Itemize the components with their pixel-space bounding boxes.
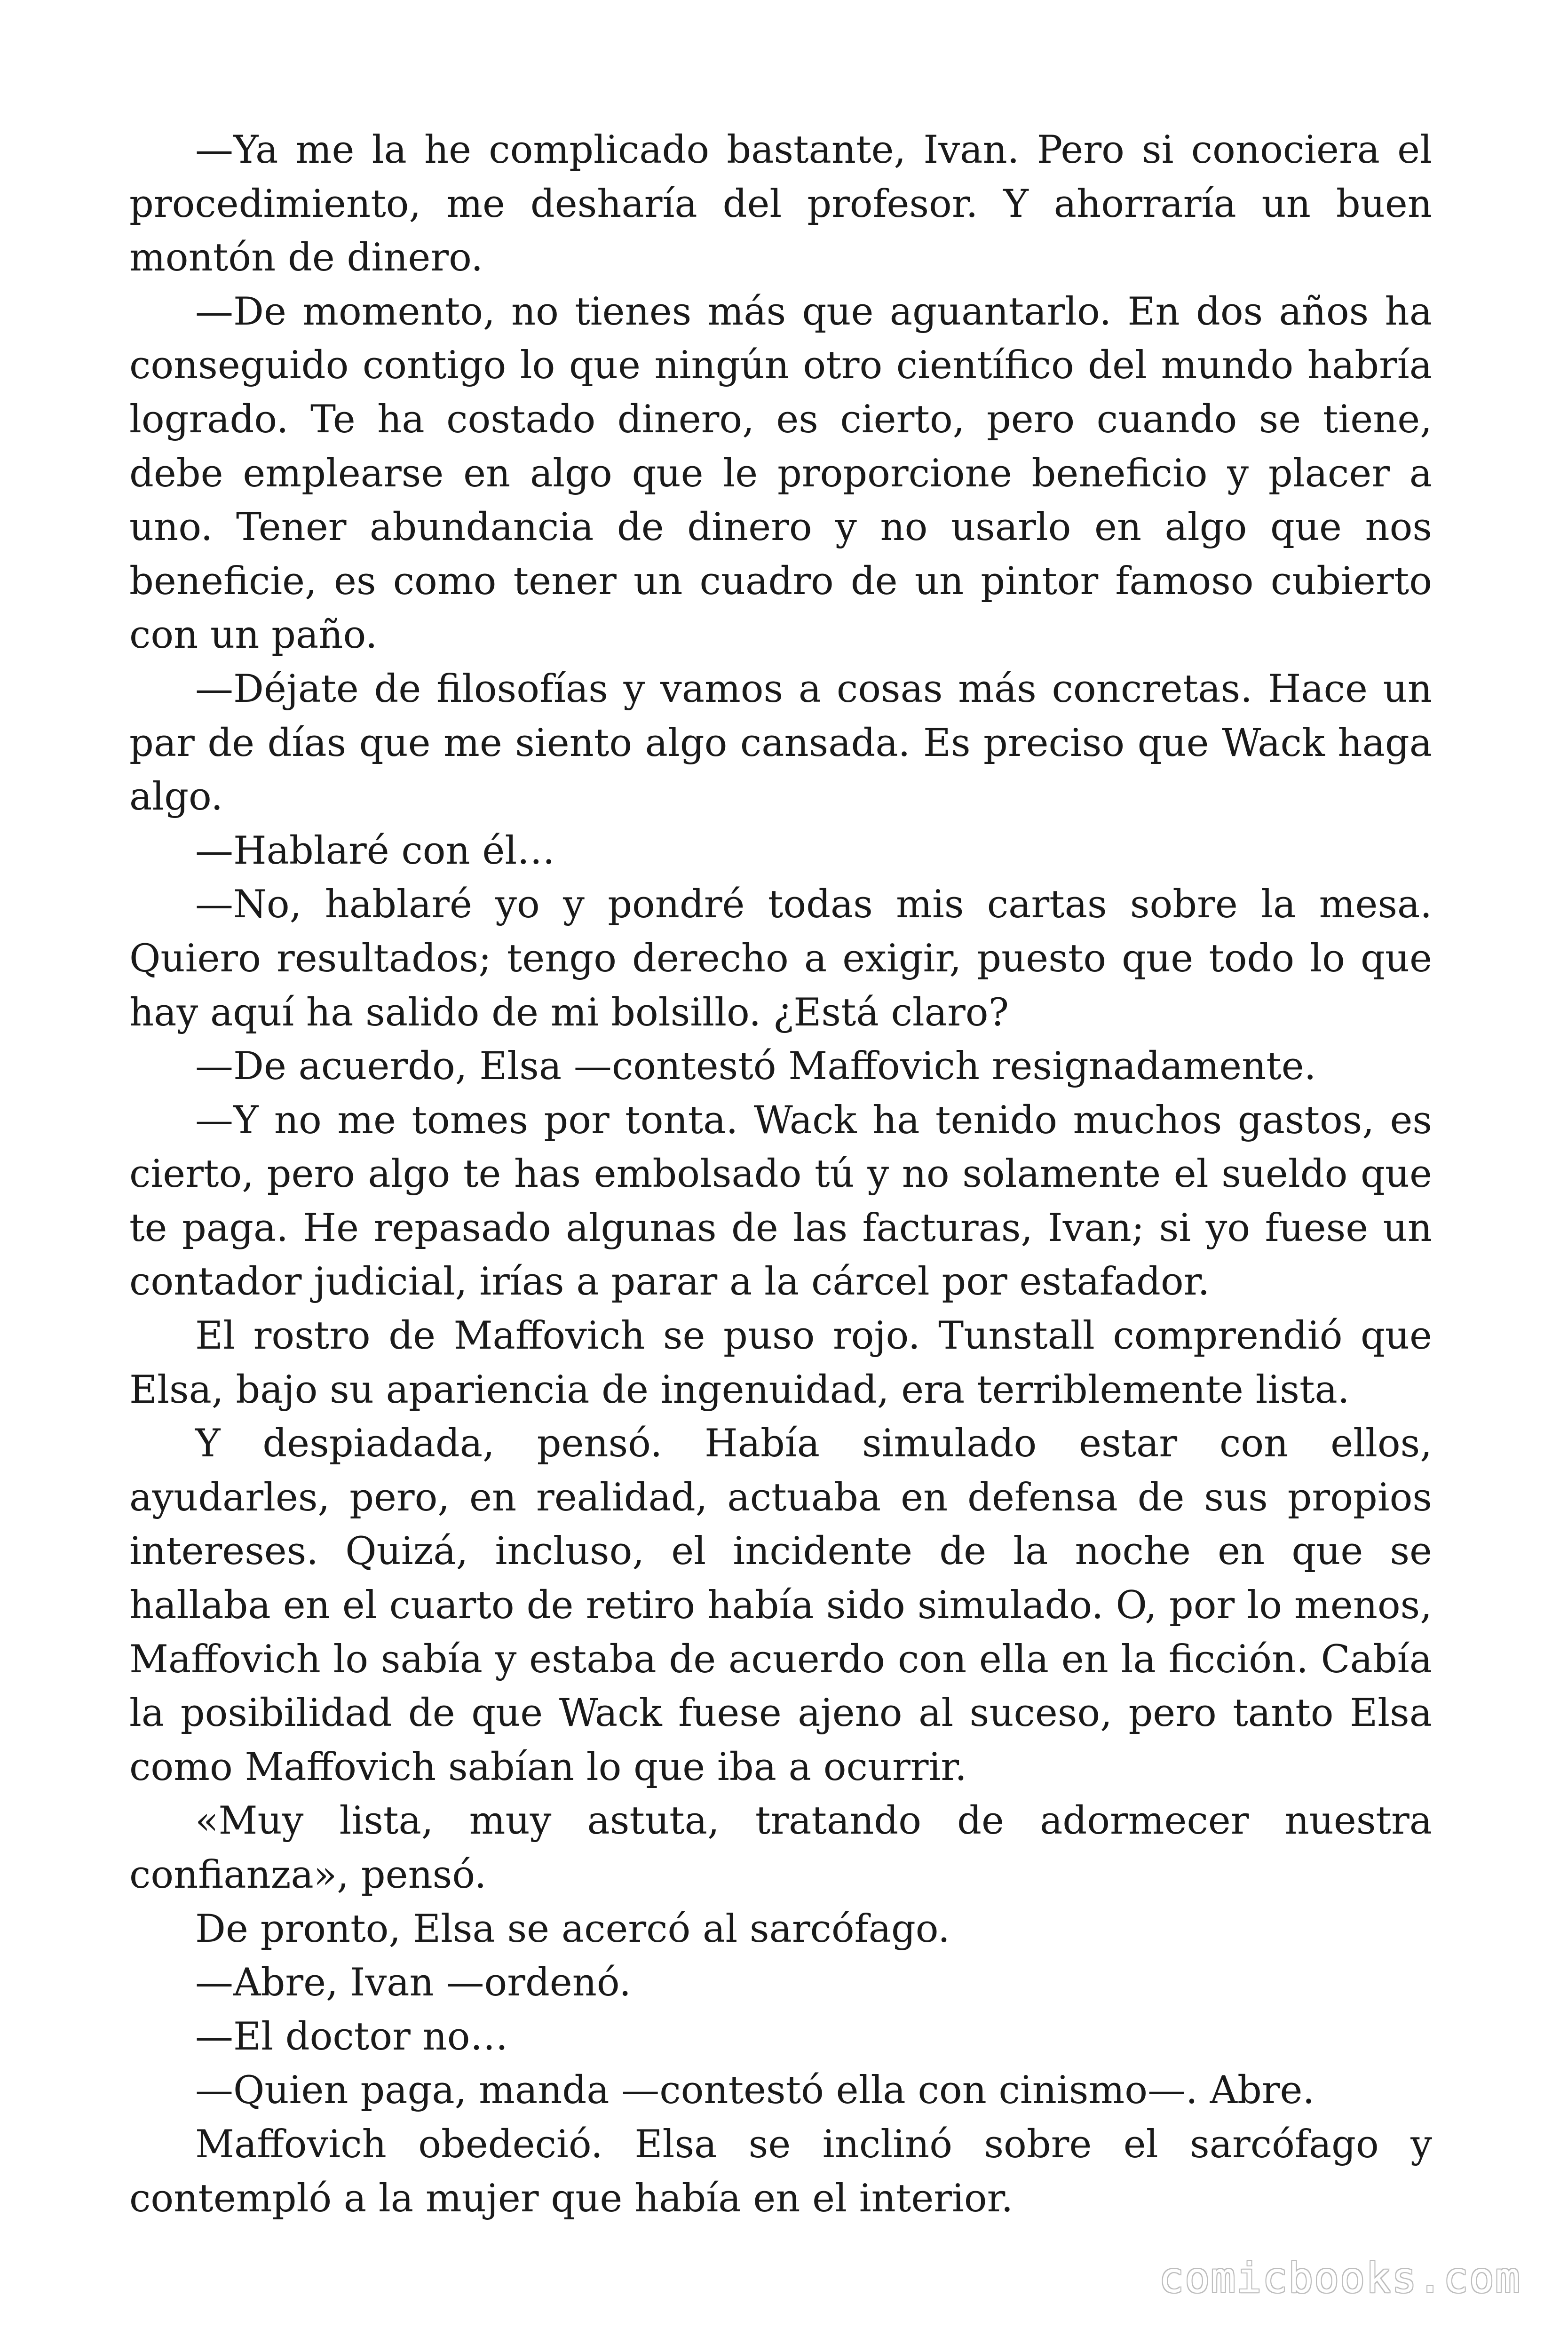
paragraph: —El doctor no… bbox=[195, 2014, 508, 2059]
paragraph: —Ya me la he complicado bastante, Ivan. Pero si conociera el procedimiento, me desharía del profesor. Y ahorraría un buen montón de dinero. bbox=[129, 128, 1432, 280]
paragraph: —Hablaré con él… bbox=[195, 828, 555, 873]
paragraph: «Muy lista, muy astuta, tratando de adormecer nuestra confianza», pensó. bbox=[129, 1799, 1432, 1897]
paragraph: —De momento, no tienes más que aguantarlo. En dos años ha conseguido contigo lo que ningún otro científico del mundo habría logrado. Te ha costado dinero, es cierto, pero cuando se tiene, debe emplearse en algo que le proporcione beneficio y placer a uno. Tener abundancia de dinero y no usarlo en algo que nos beneficie, es como tener un cuadro de un pintor famoso cubierto con un paño. bbox=[129, 289, 1432, 658]
paragraph: —De acuerdo, Elsa —contestó Maffovich resignadamente. bbox=[195, 1044, 1316, 1089]
paragraph: Y despiadada, pensó. Había simulado estar con ellos, ayudarles, pero, en realidad, actuaba en defensa de sus propios intereses. Quizá, incluso, el incidente de la noche en que se hallaba en el cuarto de retiro había sido simulado. O, por lo menos, Maffovich lo sabía y estaba de acuerdo con ella en la ficción. Cabía la posibilidad de que Wack fuese ajeno al suceso, pero tanto Elsa como Maffovich sabían lo que iba a ocurrir. bbox=[129, 1422, 1432, 1789]
paragraph: —Abre, Ivan —ordenó. bbox=[195, 1961, 631, 2005]
paragraph: —No, hablaré yo y pondré todas mis cartas sobre la mesa. Quiero resultados; tengo derecho a exigir, puesto que todo lo que hay aquí ha salido de mi bolsillo. ¿Está claro? bbox=[129, 882, 1432, 1035]
paragraph: —Quien paga, manda —contestó ella con cinismo—. Abre. bbox=[195, 2068, 1315, 2113]
paragraph: Maffovich obedeció. Elsa se inclinó sobre el sarcófago y contempló a la mujer que había en el interior. bbox=[129, 2122, 1432, 2221]
paragraph: —Déjate de filosofías y vamos a cosas más concretas. Hace un par de días que me siento algo cansada. Es preciso que Wack haga algo. bbox=[129, 667, 1432, 819]
paragraph: El rostro de Maffovich se puso rojo. Tunstall comprendió que Elsa, bajo su apariencia de ingenuidad, era terriblemente lista. bbox=[129, 1314, 1432, 1412]
page-body-text bbox=[129, 123, 1432, 2225]
watermark: comicbooks.com bbox=[1159, 2254, 1521, 2302]
paragraph: De pronto, Elsa se acercó al sarcófago. bbox=[195, 1907, 950, 1951]
paragraph: —Y no me tomes por tonta. Wack ha tenido muchos gastos, es cierto, pero algo te has embolsado tú y no solamente el sueldo que te paga. He repasado algunas de las facturas, Ivan; si yo fuese un contador judicial, irías a parar a la cárcel por estafador. bbox=[129, 1098, 1432, 1304]
